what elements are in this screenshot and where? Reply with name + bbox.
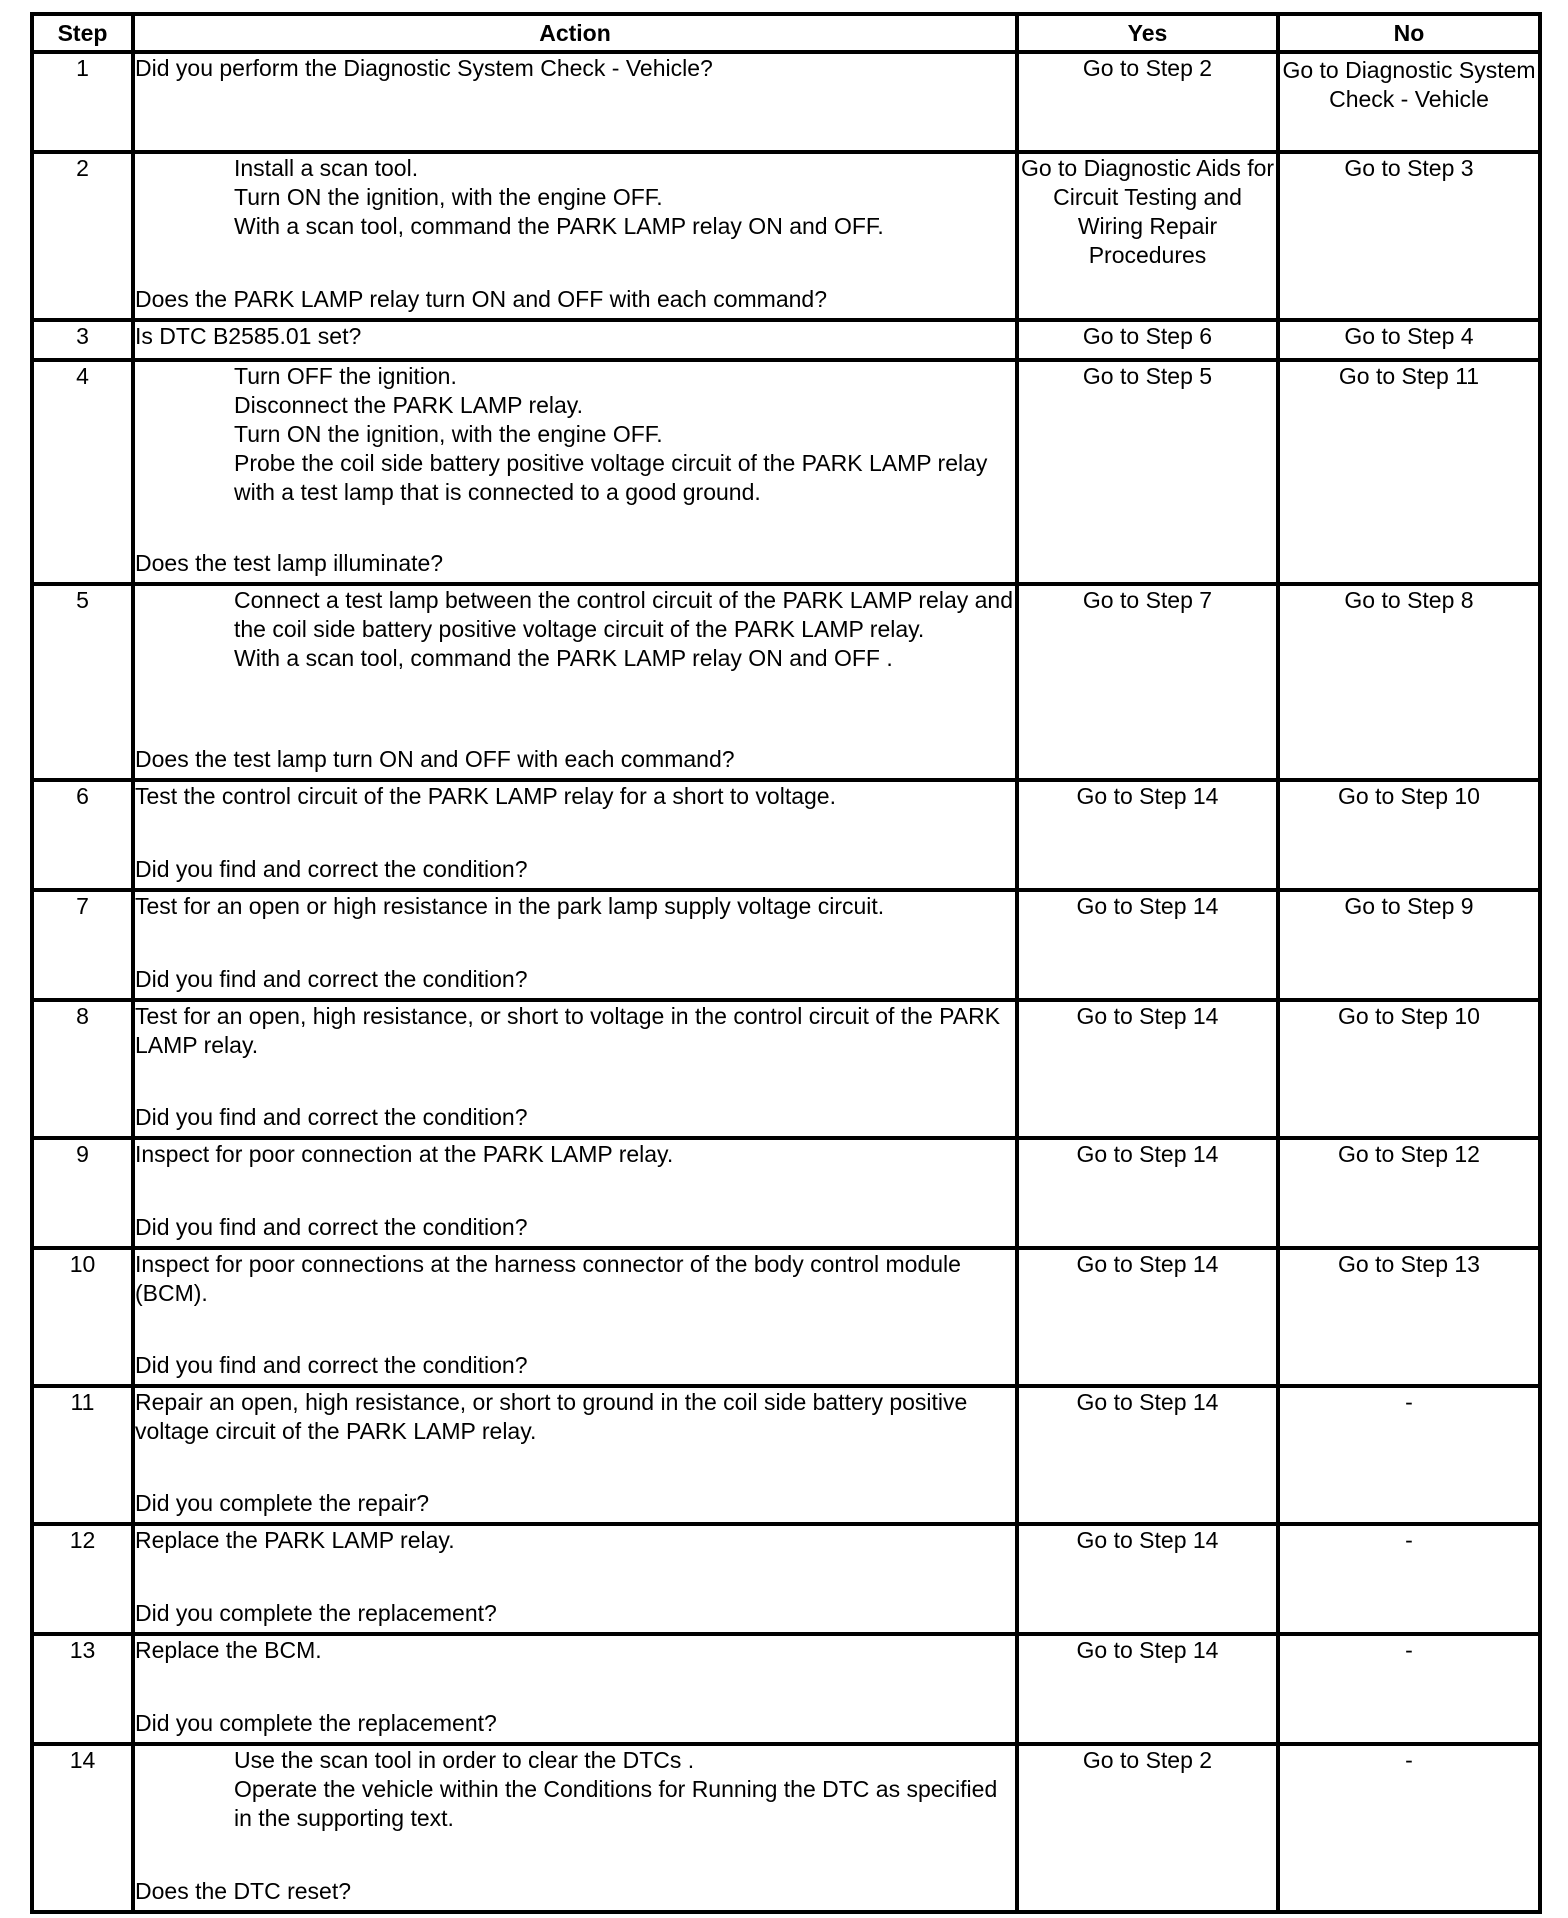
- action-text: Inspect for poor connections at the harness connector of the body control module (BCM).: [135, 1251, 961, 1306]
- action-cell: [133, 360, 1017, 584]
- action-text: Test for an open, high resistance, or short to voltage in the control circuit of the PARK LAMP relay.: [135, 1003, 1001, 1058]
- action-text: Inspect for poor connection at the PARK LAMP relay.: [135, 1141, 674, 1167]
- no-cell: -: [1278, 1634, 1540, 1744]
- action-step-item: With a scan tool, command the PARK LAMP relay ON and OFF.: [234, 213, 884, 239]
- action-cell: [133, 780, 1017, 890]
- step-number: 10: [32, 1248, 133, 1386]
- no-cell: Go to Step 10: [1278, 780, 1540, 890]
- step-number: 2: [32, 152, 133, 320]
- action-step-item: With a scan tool, command the PARK LAMP relay ON and OFF .: [234, 645, 893, 671]
- action-cell: [133, 1248, 1017, 1386]
- action-step-item: Disconnect the PARK LAMP relay.: [234, 392, 583, 418]
- yes-cell: Go to Step 14: [1017, 1138, 1278, 1248]
- action-text: Repair an open, high resistance, or short to ground in the coil side battery positive voltage circuit of the PARK LAMP relay.: [135, 1389, 968, 1444]
- no-cell: Go to Step 10: [1278, 1000, 1540, 1138]
- yes-cell: Go to Step 14: [1017, 1634, 1278, 1744]
- action-question: Did you find and correct the condition?: [135, 1104, 528, 1130]
- table-row: [32, 360, 1540, 584]
- no-cell: Go to Diagnostic System Check - Vehicle: [1278, 52, 1540, 152]
- yes-cell: Go to Step 14: [1017, 1524, 1278, 1634]
- action-question: Does the DTC reset?: [135, 1878, 352, 1904]
- action-cell: [133, 1524, 1017, 1634]
- header-row: [32, 14, 1540, 52]
- action-step-item: Install a scan tool.: [234, 155, 419, 181]
- step-number: 6: [32, 780, 133, 890]
- action-steps: [135, 154, 1015, 241]
- no-cell: Go to Step 13: [1278, 1248, 1540, 1386]
- table-row: [32, 584, 1540, 780]
- yes-cell: Go to Step 14: [1017, 890, 1278, 1000]
- no-cell: Go to Step 11: [1278, 360, 1540, 584]
- action-steps: [135, 362, 1015, 507]
- table-row: [32, 1634, 1540, 1744]
- action-step-item: Turn ON the ignition, with the engine OFF.: [234, 184, 663, 210]
- action-cell: [133, 152, 1017, 320]
- action-question: Did you complete the replacement?: [135, 1710, 497, 1736]
- action-cell: [133, 52, 1017, 152]
- header-yes: Yes: [1017, 14, 1278, 52]
- diagnostic-table-container: [30, 12, 1542, 1914]
- action-question: Does the test lamp illuminate?: [135, 550, 444, 576]
- table-row: [32, 320, 1540, 360]
- yes-cell: Go to Step 7: [1017, 584, 1278, 780]
- yes-cell: Go to Step 5: [1017, 360, 1278, 584]
- action-step-item: Operate the vehicle within the Conditions for Running the DTC as specified in the supporting text.: [234, 1776, 998, 1831]
- action-cell: [133, 1000, 1017, 1138]
- action-text: Test for an open or high resistance in the park lamp supply voltage circuit.: [135, 893, 885, 919]
- action-question: Did you find and correct the condition?: [135, 856, 528, 882]
- action-step-item: Connect a test lamp between the control circuit of the PARK LAMP relay and the coil side battery positive voltage circuit of the PARK LAMP relay.: [234, 587, 1014, 642]
- table-row: [32, 1386, 1540, 1524]
- step-number: 12: [32, 1524, 133, 1634]
- action-step-item: Turn OFF the ignition.: [234, 363, 457, 389]
- action-question: Did you find and correct the condition?: [135, 1352, 528, 1378]
- action-question: Does the PARK LAMP relay turn ON and OFF with each command?: [135, 286, 827, 312]
- no-cell: -: [1278, 1744, 1540, 1912]
- action-cell: [133, 1386, 1017, 1524]
- step-number: 3: [32, 320, 133, 360]
- action-step-item: Turn ON the ignition, with the engine OFF.: [234, 421, 663, 447]
- table-row: [32, 1248, 1540, 1386]
- table-row: [32, 52, 1540, 152]
- table-row: [32, 1744, 1540, 1912]
- yes-cell: Go to Step 2: [1017, 1744, 1278, 1912]
- yes-cell: Go to Step 14: [1017, 1248, 1278, 1386]
- step-number: 7: [32, 890, 133, 1000]
- action-steps: [135, 1746, 1015, 1833]
- table-row: [32, 780, 1540, 890]
- header-no: No: [1278, 14, 1540, 52]
- action-cell: [133, 1138, 1017, 1248]
- action-cell: [133, 320, 1017, 360]
- yes-cell: Go to Diagnostic Aids for Circuit Testing and Wiring Repair Procedures: [1017, 152, 1278, 320]
- table-row: [32, 1524, 1540, 1634]
- diagnostic-table: [30, 12, 1542, 1914]
- action-cell: [133, 1744, 1017, 1912]
- step-number: 4: [32, 360, 133, 584]
- action-steps: [135, 586, 1015, 673]
- action-question: Did you complete the replacement?: [135, 1600, 497, 1626]
- action-question: Does the test lamp turn ON and OFF with each command?: [135, 746, 735, 772]
- action-cell: [133, 584, 1017, 780]
- step-number: 13: [32, 1634, 133, 1744]
- action-step-item: Probe the coil side battery positive voltage circuit of the PARK LAMP relay with a test lamp that is connected to a good ground.: [234, 450, 988, 505]
- step-number: 9: [32, 1138, 133, 1248]
- step-number: 8: [32, 1000, 133, 1138]
- step-number: 1: [32, 52, 133, 152]
- step-number: 14: [32, 1744, 133, 1912]
- yes-cell: Go to Step 14: [1017, 1386, 1278, 1524]
- action-text: Replace the PARK LAMP relay.: [135, 1527, 455, 1553]
- action-text: Test the control circuit of the PARK LAMP relay for a short to voltage.: [135, 783, 836, 809]
- header-step: Step: [32, 14, 133, 52]
- action-question: Did you find and correct the condition?: [135, 966, 528, 992]
- no-cell: -: [1278, 1386, 1540, 1524]
- no-cell: Go to Step 12: [1278, 1138, 1540, 1248]
- action-question: Did you find and correct the condition?: [135, 1214, 528, 1240]
- yes-cell: Go to Step 14: [1017, 1000, 1278, 1138]
- table-row: [32, 1138, 1540, 1248]
- yes-cell: Go to Step 6: [1017, 320, 1278, 360]
- action-text: Replace the BCM.: [135, 1637, 322, 1663]
- no-cell: Go to Step 8: [1278, 584, 1540, 780]
- action-text: Is DTC B2585.01 set?: [135, 323, 362, 349]
- action-cell: [133, 1634, 1017, 1744]
- no-cell: -: [1278, 1524, 1540, 1634]
- no-cell: Go to Step 4: [1278, 320, 1540, 360]
- action-cell: [133, 890, 1017, 1000]
- action-question: Did you complete the repair?: [135, 1490, 430, 1516]
- action-text: Did you perform the Diagnostic System Check - Vehicle?: [135, 55, 713, 81]
- header-action: Action: [133, 14, 1017, 52]
- no-cell: Go to Step 3: [1278, 152, 1540, 320]
- table-row: [32, 890, 1540, 1000]
- yes-cell: Go to Step 2: [1017, 52, 1278, 152]
- no-cell: Go to Step 9: [1278, 890, 1540, 1000]
- action-step-item: Use the scan tool in order to clear the DTCs .: [234, 1747, 695, 1773]
- step-number: 5: [32, 584, 133, 780]
- table-row: [32, 1000, 1540, 1138]
- table-row: [32, 152, 1540, 320]
- step-number: 11: [32, 1386, 133, 1524]
- yes-cell: Go to Step 14: [1017, 780, 1278, 890]
